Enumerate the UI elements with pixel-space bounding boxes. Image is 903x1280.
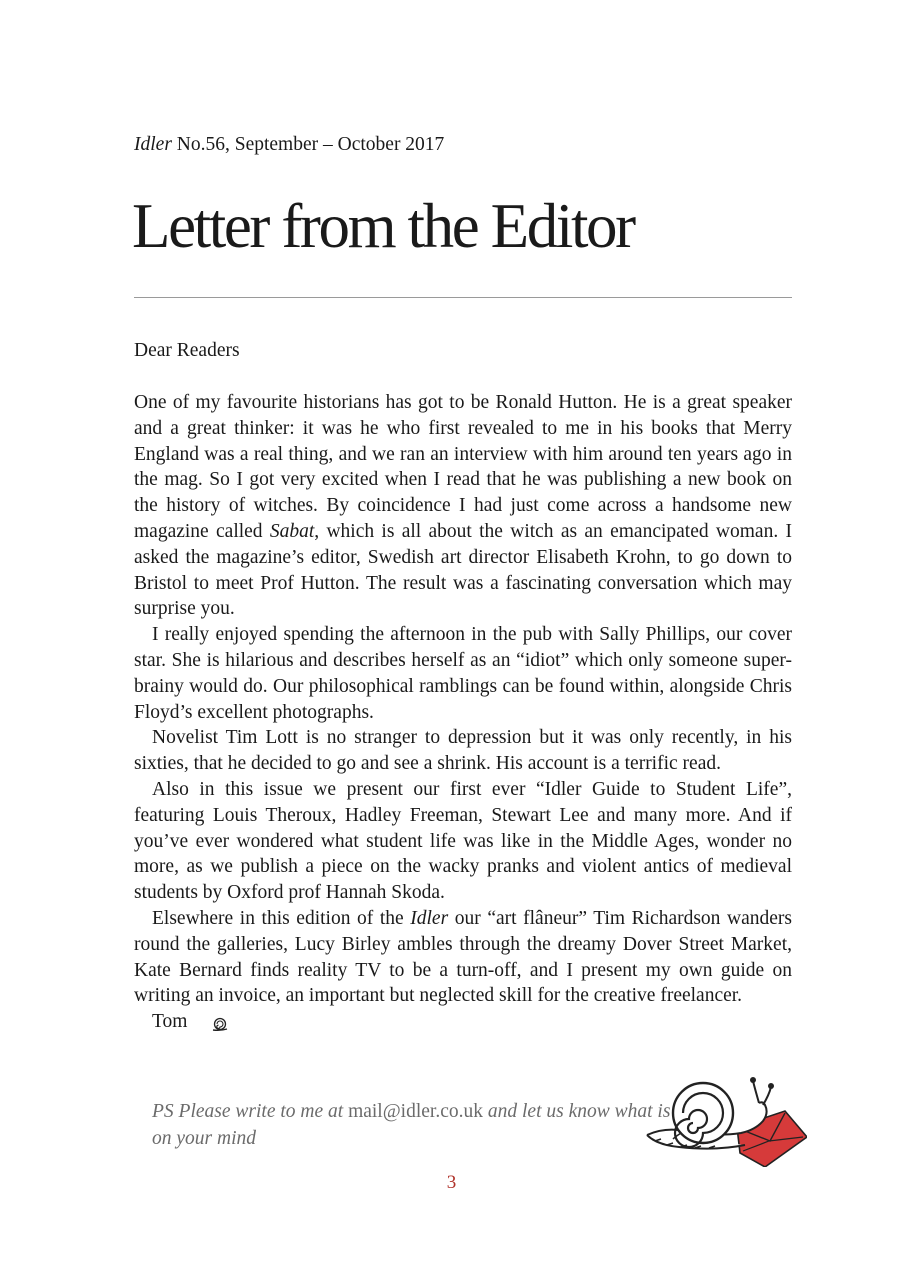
snail-icon	[193, 1014, 211, 1030]
paragraph-1-text-b: , which is all about the witch as an emancipated woman. I asked the magazine’s editor, Swedish art director Elisabeth Krohn, to go down to Bristol to meet Prof Hutton. The result was a fascinating conversation which may surprise you.	[134, 520, 792, 620]
postscript-text-a: PS Please write to me at	[152, 1101, 349, 1122]
magazine-title-idler: Idler	[410, 907, 449, 929]
signoff-name: Tom	[152, 1011, 188, 1033]
postscript	[152, 1098, 672, 1152]
paragraph-4: Also in this issue we present our first ever “Idler Guide to Student Life”, featuring Louis Theroux, Hadley Freeman, Stewart Lee and many more. And if you’ve ever wondered what student life was like in the Middle Ages, wonder no more, as we publish a piece on the wacky pranks and violent antics of medieval students by Oxford prof Hannah Skoda.	[134, 778, 792, 904]
issue-line	[134, 132, 444, 158]
snail-with-envelope-illustration	[645, 1075, 807, 1167]
issue-details: No.56, September – October 2017	[176, 134, 445, 155]
page-title: Letter from the Editor	[132, 191, 634, 261]
magazine-title-sabat: Sabat	[269, 520, 315, 542]
paragraph-5	[134, 906, 792, 1009]
signoff	[134, 1009, 792, 1035]
email-link[interactable]: mail@idler.co.uk	[348, 1101, 483, 1122]
salutation: Dear Readers	[134, 340, 240, 361]
page-number: 3	[446, 1172, 457, 1193]
postscript-text-b: and let us know what is on your mind	[152, 1101, 671, 1149]
paragraph-5-text-a: Elsewhere in this edition of the	[152, 907, 411, 929]
magazine-name: Idler	[134, 134, 172, 155]
paragraph-1-text-a: One of my favourite historians has got to be Ronald Hutton. He is a great speaker and a great thinker: it was he who first revealed to me in his books that Merry England was a real thing, and we ran an interview with him around ten years ago in the mag. So I got very excited when I read that he was publishing a new book on the history of witches. By coincidence I had just come across a handsome new magazine called	[134, 392, 792, 542]
paragraph-1	[134, 390, 792, 622]
paragraph-5-text-b: our “art flâneur” Tim Richardson wanders round the galleries, Lucy Birley ambles through the dreamy Dover Street Market, Kate Bernard finds reality TV to be a turn-off, and I present my own guide on writing an invoice, an important but neglected skill for the creative freelancer.	[134, 907, 792, 1007]
paragraph-3: Novelist Tim Lott is no stranger to depression but it was only recently, in his sixties, that he decided to go and see a shrink. His account is a terrific read.	[134, 727, 792, 775]
title-divider	[134, 297, 792, 298]
letter-body	[134, 390, 792, 1035]
paragraph-2: I really enjoyed spending the afternoon in the pub with Sally Phillips, our cover star. She is hilarious and describes herself as an “idiot” which only someone super-brainy would do. Our philosophical ramblings can be found within, alongside Chris Floyd’s excellent photographs.	[134, 624, 792, 723]
